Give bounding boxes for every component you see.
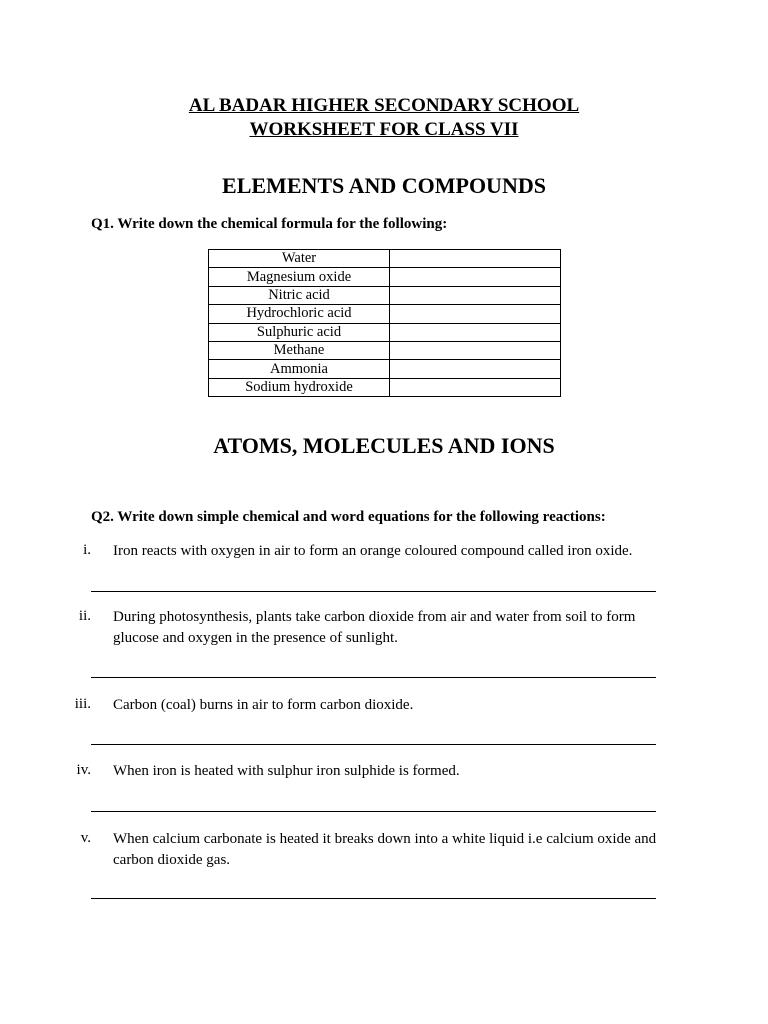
question-2: Q2. Write down simple chemical and word equations for the following reactions:	[91, 509, 606, 525]
table-row	[209, 268, 561, 286]
formula-answer-cell[interactable]	[390, 341, 561, 359]
section-title-atoms: ATOMS, MOLECULES AND IONS	[213, 433, 555, 458]
table-row	[209, 360, 561, 378]
reaction-text: Iron reacts with oxygen in air to form an orange coloured compound called iron oxide.	[113, 543, 633, 559]
compound-name: Ammonia	[209, 360, 390, 378]
table-row	[209, 305, 561, 323]
compound-name: Magnesium oxide	[209, 268, 390, 286]
worksheet-title: WORKSHEET FOR CLASS VII	[249, 119, 519, 140]
compound-name: Hydrochloric acid	[209, 305, 390, 323]
formula-answer-cell[interactable]	[390, 378, 561, 396]
formula-answer-cell[interactable]	[390, 323, 561, 341]
reaction-text: When calcium carbonate is heated it breaks down into a white liquid i.e calcium oxide and carbon dioxide gas.	[113, 831, 657, 868]
item-number: iv.	[76, 762, 91, 778]
table-row	[209, 286, 561, 304]
item-number: i.	[83, 542, 91, 558]
formula-answer-cell[interactable]	[390, 250, 561, 268]
school-name: AL BADAR HIGHER SECONDARY SCHOOL	[188, 95, 580, 116]
reaction-text: When iron is heated with sulphur iron sulphide is formed.	[113, 763, 460, 779]
answer-line[interactable]	[91, 744, 656, 745]
section-title-elements: ELEMENTS AND COMPOUNDS	[222, 173, 546, 198]
answer-line[interactable]	[91, 677, 656, 678]
answer-line[interactable]	[91, 811, 656, 812]
table-row	[209, 341, 561, 359]
compound-name: Nitric acid	[209, 286, 390, 304]
formula-answer-cell[interactable]	[390, 286, 561, 304]
answer-line[interactable]	[91, 591, 656, 592]
table-row	[209, 250, 561, 268]
reaction-text: During photosynthesis, plants take carbon dioxide from air and water from soil to form glucose and oxygen in the presence of sunlight.	[113, 609, 636, 646]
item-number: iii.	[74, 696, 91, 712]
formula-answer-cell[interactable]	[390, 360, 561, 378]
question-1: Q1. Write down the chemical formula for the following:	[91, 216, 448, 232]
compound-name: Water	[209, 250, 390, 268]
compound-name: Methane	[209, 341, 390, 359]
compound-name: Sodium hydroxide	[209, 378, 390, 396]
answer-line[interactable]	[91, 898, 656, 899]
table-row	[209, 323, 561, 341]
formula-table	[208, 249, 561, 397]
formula-answer-cell[interactable]	[390, 268, 561, 286]
table-row	[209, 378, 561, 396]
formula-answer-cell[interactable]	[390, 305, 561, 323]
item-number: v.	[80, 830, 91, 846]
item-number: ii.	[78, 608, 91, 624]
compound-name: Sulphuric acid	[209, 323, 390, 341]
reaction-text: Carbon (coal) burns in air to form carbon dioxide.	[113, 697, 414, 713]
